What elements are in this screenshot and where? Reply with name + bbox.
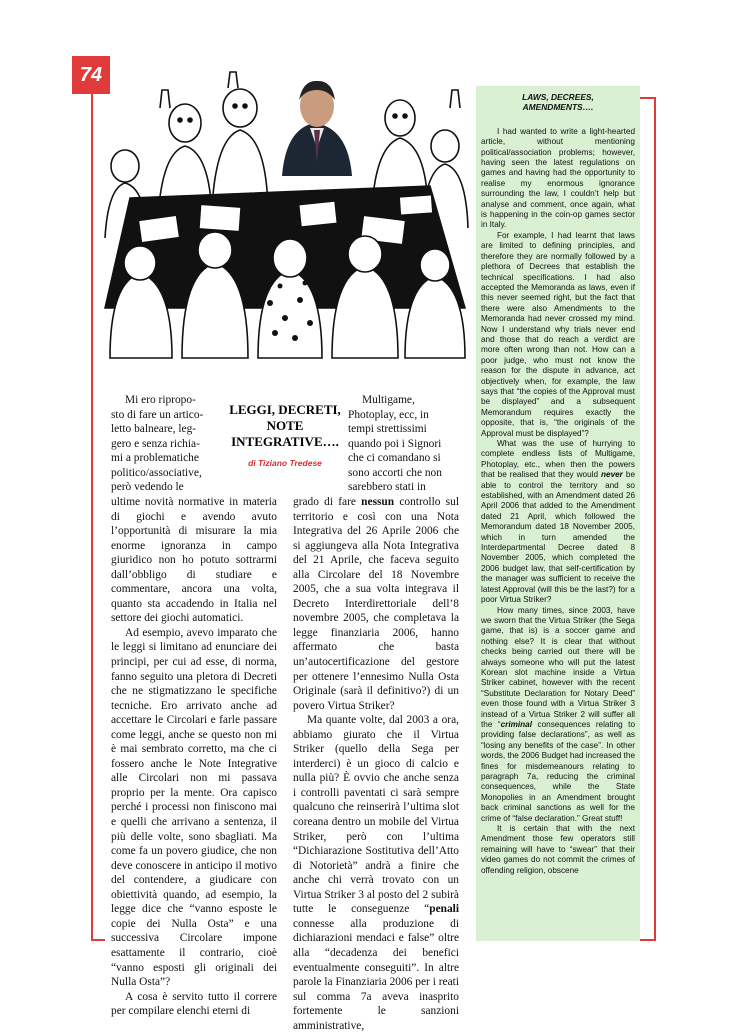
article-title: LEGGI, DECRETI, NOTE INTEGRATIVE…. bbox=[229, 402, 341, 449]
text-line: politico/associative, bbox=[111, 466, 202, 479]
sidebar-paragraph: For example, I had learnt that laws are limited to defining principles, and therefore they are normally followed by a plethora of Decrees that establish the technical specifications. I had also accepted the Memoranda as laws, even if this never seemed right, but the fact that there were also Amendments to the Memoranda had never crossed my mind. Now I understand why trials never end and those that do reach a verdict are more often wrong than not. How can a poor judge, who must not know the reason for the dispute in advance, act objectively when, for example, the law says that “the copies of the Approval must be displayed” and a subsequent Memorandum requires exactly the opposite, that is, “the originals of the Approval must be displayed”? bbox=[481, 230, 635, 438]
meeting-cartoon-illustration bbox=[100, 68, 470, 358]
portrait-photo bbox=[282, 81, 352, 176]
article-title-block bbox=[226, 402, 344, 468]
cartoon-figure-head bbox=[169, 104, 201, 142]
sidebar-paragraph: How many times, since 2003, have we sworn that the Virtua Striker (the Sega game, that is) is a soccer game and nothing else? It is clear that without checks being carried out there will be always someone who will put the latest Korean slot machine inside a Virtua Striker cabinet, however with the recent “Substitute Declaration for Notary Deed” even those found with a Virtua Striker 3 instead of a Virtua Striker 2 will suffer all the “criminal consequences relating to providing false declarations”, as well as “losing any benefits of the case”. In other words, the 2006 Budget had increased the fines for misdemeanours relating to paragraph 7a, reducing the criminal consequences, while the State Monopolies in an Amendment brought back criminal sanctions as well for the crime of “false declaration.” Great stuff! bbox=[481, 605, 635, 823]
paper-sheet bbox=[299, 201, 337, 227]
sidebar-paragraph: I had wanted to write a light-hearted article, without mentioning political/association problems; however, having seen the latest regulations on games and having had the opportunity to realise my enormous ignorance surrounding the law, I couldn’t help but analyse and comment, once again, what is happening in the coin-op games sector in Italy. bbox=[481, 126, 635, 230]
sidebar-paragraph: It is certain that with the next Amendment those few operators still remaining will have to “swear” that their video games do not commit the crimes of offending religion, obscene bbox=[481, 824, 635, 875]
text-line: sarebbero stati in bbox=[348, 481, 426, 494]
text-line: però vedendo le bbox=[111, 481, 184, 494]
right-red-rule bbox=[654, 97, 656, 941]
cartoon-figure-head bbox=[111, 150, 139, 182]
article-col2-top bbox=[348, 393, 458, 495]
raised-hand bbox=[450, 90, 460, 108]
page-number: 74 bbox=[72, 56, 110, 94]
article-col1 bbox=[111, 495, 277, 1018]
article-col2 bbox=[293, 495, 459, 1032]
text-line: Photoplay, ecc, in bbox=[348, 408, 429, 421]
text-line: Multigame, bbox=[362, 394, 415, 406]
text-line: sono accorti che non bbox=[348, 466, 442, 479]
english-sidebar bbox=[476, 86, 640, 941]
left-red-rule bbox=[91, 94, 93, 940]
sidebar-title-line: LAWS, DECREES, bbox=[522, 92, 594, 102]
cartoon-figure-head bbox=[431, 130, 459, 162]
article-col1-top bbox=[111, 393, 217, 495]
raised-hand bbox=[160, 90, 170, 108]
article-paragraph: ultime novità normative in materia di giochi e avendo avuto l’opportunità di misurare la mia enorme ignoranza in campo giuridico non ho potuto sottrarmi dall’obbligo di studiare e commentare, ancora una volta, quanto sta accadendo in Italia nel settore dei giochi automatici. bbox=[111, 496, 277, 625]
sidebar-paragraph: What was the use of hurrying to complete endless lists of Multigame, Photoplay, etc., when then the powers that be realised that they would never be able to control the territory and so established, with an Amendment dated 26 April 2006 that added to the Amendment dated 21 April, which followed the Memorandum dated 18 November 2005, which in turn amended the Interdepartmental Decree dated 8 November 2005, which completed the 2006 budget law, that self-certification by the manager was sufficient to receive the latest Approval (will this be the last?) for a poor Virtua Striker? bbox=[481, 439, 635, 605]
article-paragraph: Ad esempio, avevo imparato che le leggi si limitano ad enunciare dei principi, per cui ad esse, di norma, fanno seguito una pletora di Decreti che ne stigmatizzano le specifiche tecniche. Ero arrivato anche ad accettare le Circolari e farle passare come leggi, anche se questo non mi è mai sembrato corretto, ma che ci fossero anche le Note Integrative alle Circolari non mi passava proprio per la mente. Ora capisco perché i processi non finiscono mai e quelli che arrivano a sentenza, il più delle volte, sono sbagliati. Ma come fa un povero giudice, che non deve conoscere in anticipo il motivo del contendere, a giudicare con obiettività quando, ad esempio, la legge dice che “vanno esposte le copie dei Nulla Osta” e una successiva Circolare impone esattamente il contrario, cioè “vanno esposti gli originali dei Nulla Osta”? bbox=[111, 626, 277, 989]
cartoon-figure-head bbox=[385, 100, 415, 136]
article-paragraph: grado di fare nessun controllo sul territorio e così con una Nota Integrativa del 26 Aprile 2006 che si aggiungeva alla Nota Integrativa del 21 Aprile, che faceva seguito alla Circolare del 18 Novembre 2005, che a sua volta integrava il Decreto Interdirettoriale dell’8 novembre 2005, che completava la legge finanziaria 2006, hanno affermato che basta un’autocertificazione del gestore per ottenere l’ennesimo Nulla Osta Originale (sarà il definitivo?) di un povero Virtua Striker? bbox=[293, 496, 459, 712]
article-paragraph: A cosa è servito tutto il correre per compilare elenchi eterni di bbox=[111, 990, 277, 1018]
article-paragraph: Ma quante volte, dal 2003 a ora, abbiamo giurato che il Virtua Striker (quello della Sega per interderci) è un gioco di calcio e nulla più? È ovvio che anche senza i controlli paventati ci sarà sempre qualcuno che reinserirà l’ultima slot coreana dentro un mobile del Virtua Striker, però con l’ultima “Dichiarazione Sostitutiva dell’Atto di Notorietà” andrà a finire che anche chi verrà trovato con un Virtua Striker 3 al posto del 2 subirà tutte le conseguenze “penali connesse alla produzione di dichiarazioni mendaci e false” oltre alla “decadenza dei benefici eventualmente conseguiti”. In altre parole la Finanziaria 2006 per i reati sul comma 7a aveva inasprito fortemente le sanzioni amministrative, bbox=[293, 714, 459, 1032]
paper-sheet bbox=[399, 195, 432, 215]
text-line: quando poi i Signori bbox=[348, 437, 442, 450]
raised-hand bbox=[228, 72, 238, 88]
sidebar-title bbox=[481, 92, 635, 113]
paper-sheet bbox=[139, 215, 180, 242]
paper-sheet bbox=[199, 205, 241, 232]
sidebar-title-line: AMENDMENTS…. bbox=[522, 102, 594, 113]
text-line: letto balneare, leg- bbox=[111, 423, 197, 436]
text-line: che ci comandano si bbox=[348, 452, 441, 465]
right-red-rule-foot bbox=[640, 939, 656, 941]
text-line: mi a problematiche bbox=[111, 452, 199, 465]
text-line: Mi ero ripropo- bbox=[125, 394, 196, 406]
cartoon-figure-head bbox=[223, 89, 257, 127]
right-red-rule-head bbox=[640, 97, 656, 99]
text-line: sto di fare un artico- bbox=[111, 408, 204, 421]
text-line: gero e senza richia- bbox=[111, 437, 200, 450]
left-red-rule-foot bbox=[91, 939, 105, 941]
article-author: di Tiziano Tredese bbox=[248, 458, 322, 468]
text-line: tempi strettissimi bbox=[348, 423, 427, 436]
